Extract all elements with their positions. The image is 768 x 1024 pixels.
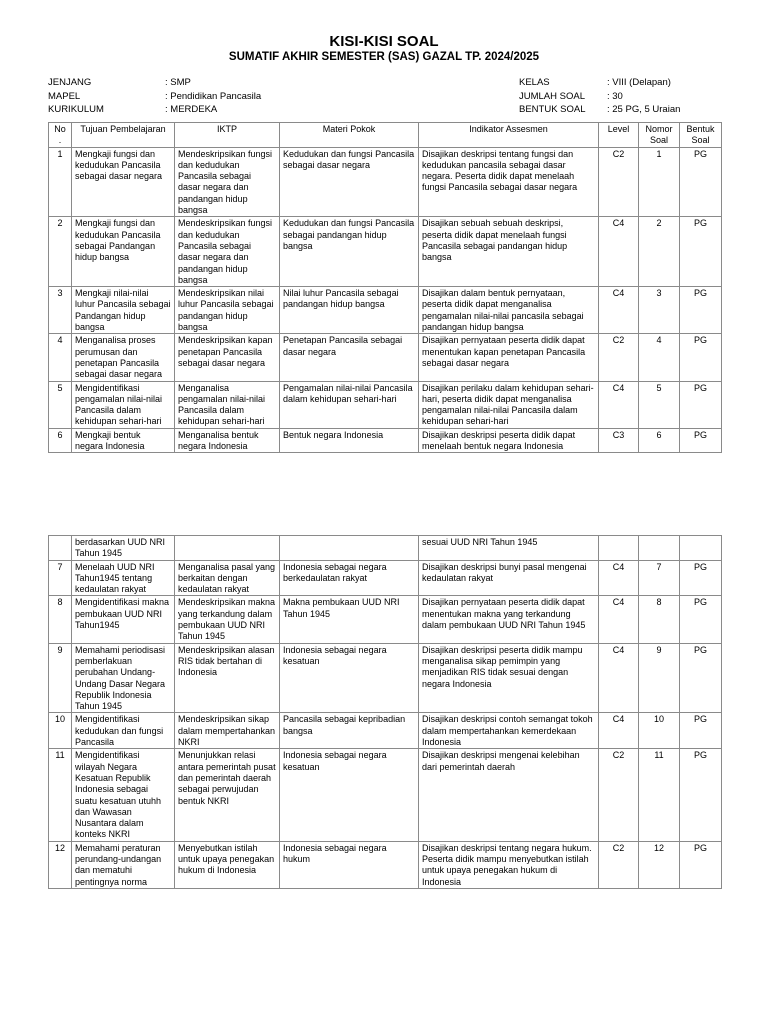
table-row	[49, 713, 722, 749]
table-row	[49, 596, 722, 643]
cell-iktp: Menunjukkan relasi antara pemerintah pusat dan pemerintah daerah sebagai perwujudan bentuk NKRI	[175, 749, 280, 841]
cell-nomor: 11	[639, 749, 680, 841]
cell-indikator: Disajikan pernyataan peserta didik dapat menentukan makna yang terkandung dalam pembukaan UUD NRI Tahun 1945	[419, 596, 599, 643]
cell-nomor: 6	[639, 428, 680, 453]
col-header-no: No .	[49, 123, 72, 148]
cell-indikator: Disajikan deskripsi peserta didik dapat menelaah bentuk negara Indonesia	[419, 428, 599, 453]
cell-materi: Kedudukan dan fungsi Pancasila sebagai pandangan hidup bangsa	[280, 217, 419, 287]
cell-bentuk: PG	[680, 217, 722, 287]
cell-iktp: Mendeskripsikan alasan RIS tidak bertahan di Indonesia	[175, 643, 280, 713]
cell-tujuan: Mengkaji fungsi dan kedudukan Pancasila sebagai Pandangan hidup bangsa	[72, 217, 175, 287]
kisi-kisi-table-page-1	[48, 122, 722, 453]
table-row	[49, 749, 722, 841]
cell-level: C4	[599, 217, 639, 287]
cell-tujuan: Mengkaji fungsi dan kedudukan Pancasila sebagai dasar negara	[72, 147, 175, 217]
cell-nomor: 5	[639, 381, 680, 428]
cell-no: 8	[49, 596, 72, 643]
info-value: : SMP	[165, 77, 191, 88]
cell-indikator: Disajikan deskripsi tentang fungsi dan kedudukan pancasila sebagai dasar negara. Peserta didik dapat menelaah fungsi Pancasila sebagai dasar negara	[419, 147, 599, 217]
info-value: : Pendidikan Pancasila	[165, 90, 262, 102]
table-header-row	[49, 123, 722, 148]
cell-nomor: 4	[639, 334, 680, 381]
cell-bentuk	[680, 536, 722, 561]
cell-iktp: Mendeskripsikan fungsi dan kedudukan Pancasila sebagai dasar negara dan pandangan hidup bangsa	[175, 217, 280, 287]
cell-level: C2	[599, 749, 639, 841]
cell-tujuan: Mengidentifikasi makna pembukaan UUD NRI Tahun1945	[72, 596, 175, 643]
cell-indikator: Disajikan dalam bentuk pernyataan, peserta didik dapat menganalisa pengamalan nilai-nilai pancasila sebagai pandangan hidup bangsa	[419, 287, 599, 334]
cell-indikator: Disajikan deskripsi contoh semangat tokoh dalam mempertahankan kemerdekaan Indonesia	[419, 713, 599, 749]
cell-materi: Indonesia sebagai negara hukum	[280, 841, 419, 888]
cell-iktp: Menganalisa bentuk negara Indonesia	[175, 428, 280, 453]
cell-tujuan: Mengkaji bentuk negara Indonesia	[72, 428, 175, 453]
col-header-materi: Materi Pokok	[280, 123, 419, 148]
col-header-level: Level	[599, 123, 639, 148]
table-row	[49, 560, 722, 596]
cell-nomor: 3	[639, 287, 680, 334]
table-body	[49, 147, 722, 453]
cell-nomor: 1	[639, 147, 680, 217]
cell-materi: Kedudukan dan fungsi Pancasila sebagai dasar negara	[280, 147, 419, 217]
cell-level: C4	[599, 713, 639, 749]
cell-level: C2	[599, 147, 639, 217]
cell-level: C4	[599, 596, 639, 643]
col-header-iktp: IKTP	[175, 123, 280, 148]
cell-tujuan: Memahami periodisasi pemberlakuan perubahan Undang-Undang Dasar Negara Republik Indonesia Tahun 1945	[72, 643, 175, 713]
cell-no: 7	[49, 560, 72, 596]
cell-no: 2	[49, 217, 72, 287]
info-row-mapel	[48, 90, 261, 104]
info-label: MAPEL	[48, 90, 81, 102]
cell-bentuk: PG	[680, 334, 722, 381]
info-value: : VIII (Delapan)	[607, 77, 671, 88]
cell-tujuan: Mengidentifikasi kedudukan dan fungsi Pancasila	[72, 713, 175, 749]
cell-level: C4	[599, 643, 639, 713]
table-row	[49, 334, 722, 381]
cell-no: 5	[49, 381, 72, 428]
cell-materi	[280, 536, 419, 561]
table-row	[49, 147, 722, 217]
cell-bentuk: PG	[680, 381, 722, 428]
info-right	[519, 76, 680, 117]
cell-tujuan: Mengkaji nilai-nilai luhur Pancasila sebagai Pandangan hidup bangsa	[72, 287, 175, 334]
info-row-kelas	[519, 76, 680, 90]
table-row	[49, 381, 722, 428]
cell-nomor: 8	[639, 596, 680, 643]
kisi-kisi-table-page-2	[48, 535, 722, 889]
cell-tujuan: Mengidentifikasi wilayah Negara Kesatuan Republik Indonesia sebagai suatu kesatuan utuhh dan Wawasan Nusantara dalam konteks NKRI	[72, 749, 175, 841]
cell-indikator: Disajikan pernyataan peserta didik dapat menentukan kapan penetapan Pancasila sebagai dasar negara	[419, 334, 599, 381]
cell-level: C4	[599, 287, 639, 334]
info-label: JENJANG	[48, 77, 92, 88]
info-left	[48, 76, 261, 117]
cell-indikator: Disajikan deskripsi mengenai kelebihan dari pemerintah daerah	[419, 749, 599, 841]
cell-iktp: Menganalisa pasal yang berkaitan dengan kedaulatan rakyat	[175, 560, 280, 596]
cell-indikator: Disajikan deskripsi peserta didik mampu menganalisa sikap pemimpin yang menjadikan RIS tidak sesuai dengan negara Indonesia	[419, 643, 599, 713]
cell-tujuan: Menganalisa proses perumusan dan penetapan Pancasila sebagai dasar negara	[72, 334, 175, 381]
cell-materi: Bentuk negara Indonesia	[280, 428, 419, 453]
cell-no: 11	[49, 749, 72, 841]
table-row	[49, 287, 722, 334]
info-row-jenjang	[48, 76, 261, 90]
cell-iktp: Menganalisa pengamalan nilai-nilai Pancasila dalam kehidupan sehari-hari	[175, 381, 280, 428]
cell-materi: Penetapan Pancasila sebagai dasar negara	[280, 334, 419, 381]
table-row	[49, 217, 722, 287]
cell-indikator: Disajikan perilaku dalam kehidupan sehari-hari, peserta didik dapat menganalisa pengamalan nilai-nilai Pancasila dalam kehidupan sehari-hari	[419, 381, 599, 428]
cell-materi: Indonesia sebagai negara kesatuan	[280, 643, 419, 713]
cell-no	[49, 536, 72, 561]
cell-iktp: Mendeskripsikan nilai luhur Pancasila sebagai pandangan hidup bangsa	[175, 287, 280, 334]
info-value: : 30	[607, 90, 623, 102]
cell-no: 6	[49, 428, 72, 453]
cell-tujuan: Mengidentifikasi pengamalan nilai-nilai Pancasila dalam kehidupan sehari-hari	[72, 381, 175, 428]
info-label: KURIKULUM	[48, 104, 104, 115]
cell-no: 12	[49, 841, 72, 888]
cell-iktp	[175, 536, 280, 561]
cell-iktp: Mendeskripsikan kapan penetapan Pancasila sebagai dasar negara	[175, 334, 280, 381]
cell-no: 3	[49, 287, 72, 334]
cell-level	[599, 536, 639, 561]
cell-materi: Nilai luhur Pancasila sebagai pandangan hidup bangsa	[280, 287, 419, 334]
info-value: : 25 PG, 5 Uraian	[607, 104, 681, 115]
cell-level: C3	[599, 428, 639, 453]
cell-no: 9	[49, 643, 72, 713]
table-row	[49, 643, 722, 713]
cell-materi: Pengamalan nilai-nilai Pancasila dalam kehidupan sehari-hari	[280, 381, 419, 428]
table-body	[49, 536, 722, 889]
cell-bentuk: PG	[680, 643, 722, 713]
info-row-jumlah-soal	[519, 90, 680, 104]
cell-no: 1	[49, 147, 72, 217]
cell-iktp: Menyebutkan istilah untuk upaya penegakan hukum di Indonesia	[175, 841, 280, 888]
col-header-nomor: Nomor Soal	[639, 123, 680, 148]
cell-level: C2	[599, 334, 639, 381]
table-row	[49, 536, 722, 561]
cell-bentuk: PG	[680, 560, 722, 596]
cell-nomor	[639, 536, 680, 561]
cell-iktp: Mendeskripsikan sikap dalam mempertahankan NKRI	[175, 713, 280, 749]
col-header-indikator: Indikator Assesmen	[419, 123, 599, 148]
info-row-bentuk-soal	[519, 103, 680, 117]
cell-no: 10	[49, 713, 72, 749]
cell-bentuk: PG	[680, 841, 722, 888]
cell-level: C4	[599, 560, 639, 596]
cell-nomor: 10	[639, 713, 680, 749]
cell-nomor: 12	[639, 841, 680, 888]
cell-indikator: sesuai UUD NRI Tahun 1945	[419, 536, 599, 561]
col-header-tujuan: Tujuan Pembelajaran	[72, 123, 175, 148]
cell-materi: Indonesia sebagai negara kesatuan	[280, 749, 419, 841]
cell-iktp: Mendeskripsikan makna yang terkandung dalam pembukaan UUD NRI Tahun 1945	[175, 596, 280, 643]
cell-bentuk: PG	[680, 287, 722, 334]
cell-indikator: Disajikan deskripsi tentang negara hukum. Peserta didik mampu menyebutkan istilah untuk upaya penegakan hukum di Indonesia	[419, 841, 599, 888]
info-label: JUMLAH SOAL	[519, 90, 585, 102]
cell-indikator: Disajikan deskripsi bunyi pasal mengenai kedaulatan rakyat	[419, 560, 599, 596]
info-row-kurikulum	[48, 103, 261, 117]
cell-bentuk: PG	[680, 596, 722, 643]
cell-bentuk: PG	[680, 749, 722, 841]
cell-nomor: 2	[639, 217, 680, 287]
table-row	[49, 841, 722, 888]
table-row	[49, 428, 722, 453]
cell-bentuk: PG	[680, 428, 722, 453]
cell-tujuan: Menelaah UUD NRI Tahun1945 tentang kedaulatan rakyat	[72, 560, 175, 596]
cell-nomor: 9	[639, 643, 680, 713]
cell-no: 4	[49, 334, 72, 381]
document-subtitle: SUMATIF AKHIR SEMESTER (SAS) GAZAL TP. 2024/2025	[228, 51, 540, 63]
info-label: KELAS	[519, 77, 550, 88]
cell-materi: Indonesia sebagai negara berkedaulatan rakyat	[280, 560, 419, 596]
cell-materi: Makna pembukaan UUD NRI Tahun 1945	[280, 596, 419, 643]
cell-level: C4	[599, 381, 639, 428]
cell-nomor: 7	[639, 560, 680, 596]
document-title: KISI-KISI SOAL	[329, 33, 439, 50]
cell-indikator: Disajikan sebuah sebuah deskripsi, peserta didik dapat menelaah fungsi Pancasila sebagai pandangan hidup bangsa	[419, 217, 599, 287]
cell-tujuan: berdasarkan UUD NRI Tahun 1945	[72, 536, 175, 561]
cell-level: C2	[599, 841, 639, 888]
cell-bentuk: PG	[680, 147, 722, 217]
cell-iktp: Mendeskripsikan fungsi dan kedudukan Pancasila sebagai dasar negara dan pandangan hidup bangsa	[175, 147, 280, 217]
cell-bentuk: PG	[680, 713, 722, 749]
col-header-bentuk: Bentuk Soal	[680, 123, 722, 148]
info-label: BENTUK SOAL	[519, 104, 586, 115]
info-value: : MERDEKA	[165, 104, 218, 115]
cell-materi: Pancasila sebagai kepribadian bangsa	[280, 713, 419, 749]
cell-tujuan: Memahami peraturan perundang-undangan dan mematuhi pentingnya norma	[72, 841, 175, 888]
